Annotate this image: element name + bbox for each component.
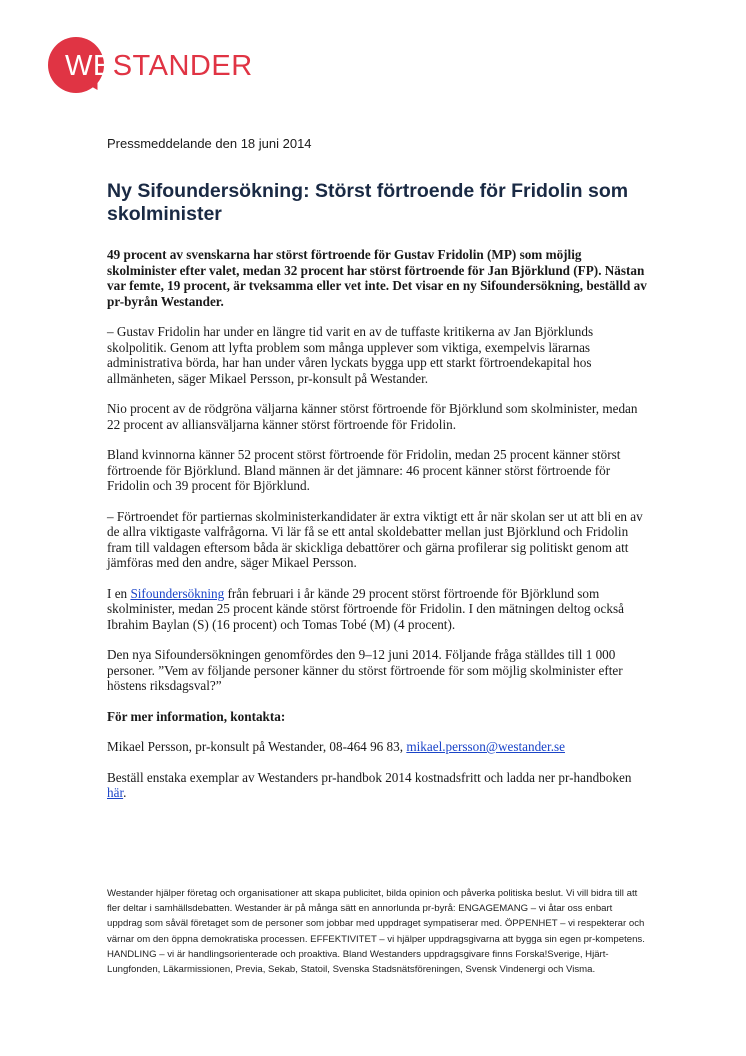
handbook-suffix: . — [123, 785, 127, 800]
company-footer: Westander hjälper företag och organisationer att skapa publicitet, bilda opinion och påverka politiska beslut. Vi vill bidra till att fler deltar i samhällsdebatten. Westander är på många sätt en annorlunda pr-byrå: ENGAGEMANG – vi åtar oss enbart uppdrag som såväl företaget som de personer som jobbar med uppdraget sympatiserar med. ÖPPENHET – vi respekterar och värnar om den öppna demokratiska processen. EFFEKTIVITET – vi hjälper uppdragsgivarna att bygga sin egen pr-kompetens. HANDLING – vi är handlingsorienterade och proaktiva. Bland Westanders uppdragsgivare finns Forska!Sverige, Hjärt-Lungfonden, Läkarmissionen, Previa, Sekab, Statoil, Svenska Stadsnätsföreningen, Svensk Vindenergi och Visma. — [107, 888, 645, 976]
february-suffix: från februari i år kände 29 procent störst förtroende för Björklund som skolminister, medan 25 procent kände störst förtroende för Fridolin. I den mätningen deltog också Ibrahim Baylan (S) (16 procent) och Tomas Tobé (M) (4 procent). — [107, 585, 624, 632]
contact-email-link[interactable]: mikael.persson@westander.se — [406, 739, 565, 754]
contact-prefix: Mikael Persson, pr-konsult på Westander, 08-464 96 83, — [107, 739, 407, 754]
press-release-date: Pressmeddelande den 18 juni 2014 — [107, 136, 312, 151]
handbook-download-link[interactable]: här — [107, 785, 124, 800]
lead-paragraph: 49 procent av svenskarna har störst förtroende för Gustav Fridolin (MP) som möjlig skolminister efter valet, medan 32 procent har störst förtroende för Jan Björklund (FP). Nästan var femte, 19 procent, är tveksamma eller vet inte. Det visar en ny Sifoundersökning, beställd av pr-byrån Westander. — [107, 247, 647, 309]
contact-line — [107, 739, 647, 755]
article-body — [107, 247, 647, 816]
body-paragraph-4: – Förtroendet för partiernas skolministerkandidater är extra viktigt ett år när skolan ser ut att bli en av de allra viktigaste valfrågorna. Vi lär få se ett antal skoldebatter mellan just Björklund och Fridolin fram till valdagen eftersom båda är skickliga debattörer och gärna profilerar sig politiskt genom att jämföras med den andre, säger Mikael Persson. — [107, 508, 643, 570]
sifo-survey-link[interactable]: Sifoundersökning — [130, 585, 225, 601]
body-paragraph-2: Nio procent av de rödgröna väljarna känner störst förtroende för Björklund som skolminister, medan 22 procent av alliansväljarna känner störst förtroende för Fridolin. — [107, 401, 638, 432]
method-paragraph: Den nya Sifoundersökningen genomfördes den 9–12 juni 2014. Följande fråga ställdes till 1 000 personer. ”Vem av följande personer känner du störst förtroende för som möjlig skolminister efter höstens riksdagsval?” — [107, 647, 623, 693]
logo-wordmark-we: WE — [65, 50, 113, 82]
handbook-prefix: Beställ enstaka exemplar av Westanders pr-handbok 2014 kostnadsfritt och ladda ner pr-handboken — [107, 769, 632, 785]
page-title: Ny Sifoundersökning: Störst förtroende för Fridolin som skolminister — [107, 180, 629, 225]
logo-wordmark — [65, 51, 253, 81]
westander-logo — [48, 37, 288, 97]
logo-wordmark-stander: STANDER — [112, 50, 253, 82]
february-survey-paragraph — [107, 586, 647, 633]
body-paragraph-1: – Gustav Fridolin har under en längre tid varit en av de tuffaste kritikerna av Jan Björklunds skolpolitik. Genom att lyfta problem som många upplever som viktiga, exempelvis lärarnas administrativa börda, har han under våren lyckats bygga upp ett starkt förtroendekapital hos allmänheten, säger Mikael Persson, pr-konsult på Westander. — [107, 324, 594, 386]
contact-heading: För mer information, kontakta: — [107, 708, 286, 724]
body-paragraph-3: Bland kvinnorna känner 52 procent störst förtroende för Fridolin, medan 25 procent känner störst förtroende för Björklund. Bland männen är det jämnare: 46 procent känner störst förtroende för Fridolin och 39 procent för Björklund. — [107, 447, 621, 493]
february-prefix: I en — [107, 585, 131, 601]
handbook-paragraph — [107, 770, 647, 801]
